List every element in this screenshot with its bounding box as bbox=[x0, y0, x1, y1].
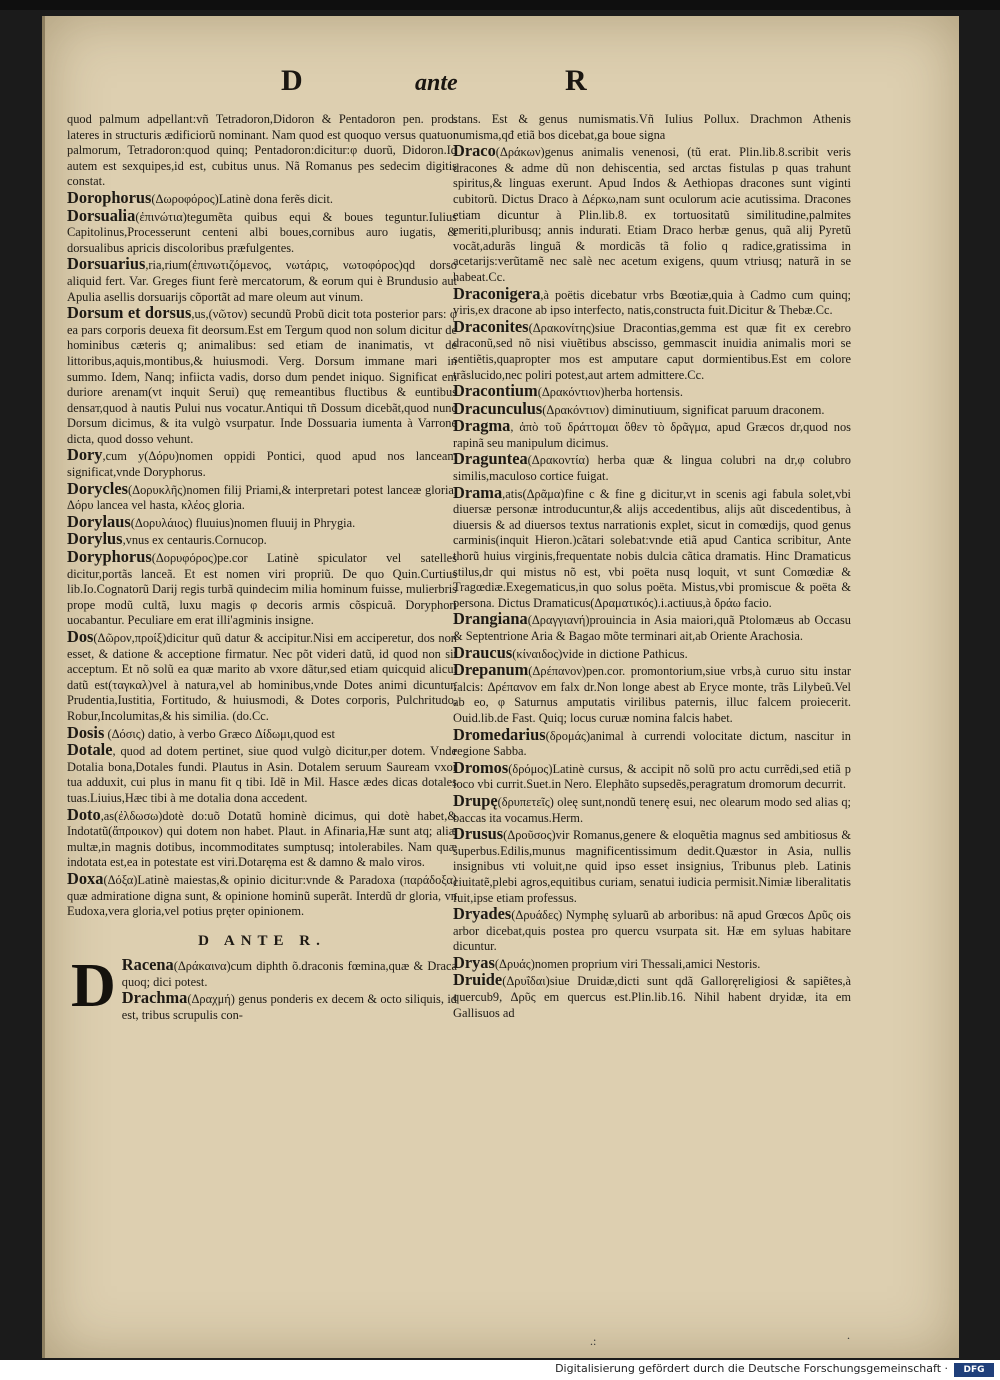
dictionary-entry bbox=[453, 418, 851, 451]
entry-headword: Dracunculus bbox=[453, 398, 543, 418]
entry-headword: Racena bbox=[121, 955, 174, 975]
entry-text: (Δρυάδες) Nymphę syluarũ ab arboribus: nã apud Grœcos Δρῦς ois arbor dicebat,quis postea pro quercu vsurpata sit. Hæ em syluas habitare dicuntur. bbox=[453, 908, 851, 954]
entry-headword: Drachma bbox=[121, 988, 188, 1008]
entry-headword: Drangiana bbox=[453, 609, 528, 629]
dfg-logo[interactable]: DFG bbox=[954, 1363, 994, 1377]
entry-text: (Δροῦσος)vir Romanus,genere & eloquẽtia magnus sed ambitiosus & superbus.Edilis,munus magnificentissimum dedit.Quæstor in Asia, nullis insignibus vti voluit,ne quid ipso esset insignius, Tribunus pleb. Latinis ciuitatẽ,plebi agros,equitibus curiam, senatui iudicia permisit.Nimiæ liberalitatis fuit,ipse etiam professus. bbox=[453, 828, 851, 905]
entry-text: ,atis(Δρᾶμα)fine c & fine g dicitur,vt in scenis agi fabula solet,vbi diuersæ personæ introducuntur,& alijs accedentibus, alijs aũt discedentibus, à diuersis & ad diuersos textus narrationis explet, sicut in comœdijs, quod genus carminis(inquit Hieron.)cãtari solebat:vnde etiã apud Cantica scribitur, Ante thorũ huius virginis,frequentate nobis dulcia cãtica dramatis. Hinc Dramaticus stilus,dr qui mistus nõ est, vbi poëta nusq loquit, vt sunt Comœdiæ & Tragœdiæ.Exegematicus,in quo solus poëta. Mistus,vbi promiscue & poëta & persona. Dictus Dramaticus(Δραματικός).i.actiuus,à δράω facio. bbox=[453, 486, 851, 610]
entry-headword: Draconites bbox=[453, 316, 529, 336]
entry-headword: Draco bbox=[453, 141, 496, 161]
entry-text: (Δρακοντία) herba quæ & lingua colubri na dr,φ colubro similis,maculoso cortice fuigat. bbox=[453, 453, 851, 484]
footer-bar bbox=[0, 1360, 1000, 1380]
scanned-page bbox=[42, 16, 959, 1358]
dictionary-entry bbox=[67, 447, 457, 480]
entry-headword: Dory bbox=[67, 445, 103, 465]
dictionary-entry bbox=[453, 611, 851, 644]
entry-text: (Δράκαινα)cum diphth õ.draconis fœmina,quæ & Draca quoq; dici potest. bbox=[121, 959, 457, 989]
viewer-frame-top bbox=[0, 0, 1000, 10]
entry-text: (δρυπετεῖς) oleę sunt,nondũ tenerę esui, nec olearum modo sed alias q; baccas ita vocamus.Herm. bbox=[453, 794, 851, 825]
entry-text: (Δραγγιανή)prouincia in Asia maiori,quã Ptolomæus ab Occasu & Septentrione Aria & Bagao mõte terminari ait,ab Oriente Arachosia. bbox=[453, 613, 851, 643]
entry-headword: Dos bbox=[67, 627, 94, 646]
entry-text: ,ria,rium(ἐπινωτιζόμενος, νωτάρις, νωτοφόρος)qd dorso aliquid fert. Var. Greges fiunt ferè mercatorum, & eorum qui è Brundusio aut Apulia asellis dorsuarijs cõportãt ad mare oleum aut vinum. bbox=[67, 258, 457, 304]
entry-headword: Dorophorus bbox=[67, 187, 152, 207]
entry-headword: Dracontium bbox=[453, 381, 538, 401]
header-word: ante bbox=[415, 70, 458, 96]
entry-text: (Δορυκλῆς)nomen filij Priami,& interpretari potest lanceæ gloria, Δόρυ lancea vel hasta, κλέος gloria. bbox=[67, 482, 457, 513]
entry-text: (Δῶρον,προίξ)dicitur quũ datur & accipitur.Nisi em acciperetur, dos non esset, & datione & acceptione firmatur. Nec põt videri datũ, id quod non sit acceptum. Et nõ solũ ea quæ marito ab vxore dãtur,sed etiam quicquid alicui datũ est(ταγκαλ)vel à natura,vel ab hominibus,vnde Dotes animi dicuntur, Prudentia,Iustitia, Fortitudo, & huiusmodi, & Dotes corporis, Pulchritudo, Robur,Incolumitas,& his similia. (do.Cc. bbox=[67, 631, 457, 723]
entry-text: , ἀπὸ τοῦ δράττομαι ὅθεν τὸ δρᾶγμα, apud Græcos dr,quod nos rapinã seu manipulum dicimus. bbox=[453, 420, 851, 450]
entry-text: (Δραχμή) genus ponderis ex decem & octo siliquis, id est, tribus scrupulis con- bbox=[121, 992, 457, 1023]
entry-headword: Dryas bbox=[453, 952, 495, 972]
entry-text: (Δρακόντιον)herba hortensis. bbox=[537, 385, 683, 400]
entry-headword: Dosis bbox=[67, 722, 105, 742]
dictionary-entry bbox=[453, 143, 851, 285]
dictionary-entry bbox=[453, 757, 851, 793]
gutter-mark: .: bbox=[590, 1334, 597, 1348]
entry-headword: Dorycles bbox=[67, 478, 128, 498]
entry-text: stans. Est & genus numismatis.Vñ Iulius Pollux. Drachmon Athenis numisma,qđ etiã bos dicebat,ga boue signa bbox=[453, 112, 851, 142]
entry-text: (Δρακονίτης)siue Dracontias,gemma est quæ fit ex cerebro draconũ,sed nõ nisi viuẽtibus abscisso, gemmascit inuidia animalis mori se sentiẽtis,quapropter mos est amputare caput dormientibus.Est em colore trãslucido,nec poliri potest,aut artem admittere.Cc. bbox=[453, 320, 851, 382]
dictionary-entry bbox=[67, 511, 457, 532]
running-header bbox=[45, 64, 959, 108]
entry-headword: Dorsuarius bbox=[67, 254, 146, 274]
dictionary-entry bbox=[453, 662, 851, 726]
entry-text: (Δράκων)genus animalis venenosi, (tũ erat. Plin.lib.8.scribit veris dracones & adme dũ non dehiscentia, sed arctas fistulas p quas trahunt spiritus,& linguas exerunt. Apud Indos & Aethiopas dracones sunt viginti cubitorũ. Dictus Draco à Δέρκω,nam sunt oculorum acie acutissima. Dracones etiam dicuntur à Plin.lib.8. ex tortuositatũ similitudine,palmites emeriti,pluribusq; annis indurati. Etiam Draco herbæ genus, quã alij Pyretũ vocãt,adurãs linguã & mordicãs tã folio q radice,gratissima in acetarijs:verũtamẽ nec salè nec acetum exigens, quum vtriusq; naturã in se habeat.Cc. bbox=[453, 145, 851, 284]
entry-text: (κίναιδος)vide in dictione Pathicus. bbox=[512, 646, 688, 661]
entry-text: (Δρυΐδαι)siue Druidæ,dicti sunt qdã Galloręreligiosi & sapiẽtes,à quercub9, Δρῦς em quercus est.Plin.lib.16. Nihil habent dryidæ, ita em Gallisuos ad bbox=[453, 974, 851, 1020]
dictionary-entry bbox=[67, 957, 457, 990]
entry-text: (Δορυφόρος)pe.cor Latinè spiculator vel satelles dicitur,portãs lanceã. Et est nomen viri propriũ. De quo Quin.Curtius lib.Io.Cognatorũ Darij regis turbã quindecim milia hominum fuisse, mulierbris prope modũ cultã, luxu magis φ decoris armis cõspicuã. Doryphori uocabantur. Peculiare em erat illi'agminis insigne. bbox=[67, 551, 457, 628]
drop-cap: D bbox=[71, 952, 116, 1021]
entry-text: ,as(ἐλδωσω)dotè do:uõ Dotatũ hominè dicimus, qui dotè habet,& Indotatũ(ἄπροικον) qui dotem non habet. Plaut. in Afinaria,Hæ sunt atq; aliæ multæ,in magnis dotibus, incommoditates sumptusq; intolerabiles. Nam quæ indotata est,ea in potestate est viri.Dotaręma est & damno & malo viros. bbox=[67, 808, 457, 870]
header-letter-left: D bbox=[281, 64, 303, 97]
dictionary-entry bbox=[453, 451, 851, 484]
section-body bbox=[67, 952, 457, 1023]
entry-headword: Dorylus bbox=[67, 529, 123, 549]
entry-text: (Δρυάς)nomen proprium viri Thessali,amici Nestoris. bbox=[494, 956, 761, 971]
entry-text: (δρομάς)animal à currendi volocitate dictum, nascitur in regione Sabba. bbox=[453, 728, 851, 759]
dictionary-entry bbox=[67, 305, 457, 447]
entry-headword: Dorsum et dorsus bbox=[67, 303, 192, 323]
dictionary-entry bbox=[453, 790, 851, 826]
entry-text: , quod ad dotem pertinet, siue quod vulgò dicitur,per dotem. Vnde Dotalia bona,Dotales fundi. Plautus in Asin. Dotalem seruum Sauream vxor tua adduxit, cui plus in manu fit q tibi. Idẽ in Mil. Hasce ædes dicas dotales tuas.Liuius,Hæc tibi à me dotalia dona accedent. bbox=[67, 744, 457, 805]
dictionary-entry bbox=[453, 906, 851, 955]
entry-text: (Δρέπανον)pen.cor. promontorium,siue vrbs,à curuo situ instar falcis: Δρέπανον em falx dr.Non longe abest ab Eryce monte, trãs Lilybeũ.Vel ab eo, φ Saturnus amputatis virilibus paternis, illuc falcem proiecerit. Ouid.lib.de Fast. Quiq; locus curuæ nomina falcis habet. bbox=[453, 664, 851, 725]
entry-headword: Drepanum bbox=[453, 660, 529, 680]
dictionary-entry bbox=[67, 990, 457, 1023]
entry-text: (Δορυλάιος) fluuius)nomen fluuij in Phrygia. bbox=[130, 515, 356, 530]
dictionary-entry bbox=[67, 478, 457, 514]
dictionary-entry bbox=[67, 256, 457, 305]
entry-text: ,vnus ex centauris.Cornucop. bbox=[122, 533, 267, 548]
entry-headword: Drusus bbox=[453, 824, 504, 844]
dictionary-entry bbox=[453, 952, 851, 973]
entry-headword: Draguntea bbox=[453, 449, 528, 469]
entry-text: (δρόμος)Latinè cursus, & accipit nõ solũ pro actu currẽdi,sed etiã p loco vbi currit.Suet.in Nero. Elephãto supsedẽs,peragratum dromorum decurrit. bbox=[453, 761, 851, 792]
right-column bbox=[453, 112, 851, 1021]
dictionary-entry bbox=[453, 826, 851, 906]
entry-text: quod palmum adpellant:vñ Tetradoron,Didoron & Pentadoron pen. prod. lateres in structuris ædificiorũ nominant. Nam quod est quoquo versus quatuor palmorum, Tetradoron:quod quinq; Pentadoron:dicitur:φ duorũ, Didoron.Id autem est sexquipes,id est, cubitus unus. Nã Romanus pes sedecim digitis constat. bbox=[67, 112, 457, 189]
entry-headword: Drupę bbox=[453, 790, 498, 810]
dictionary-entry bbox=[453, 316, 851, 383]
entry-headword: Dromedarius bbox=[453, 724, 546, 744]
entry-headword: Dorsualia bbox=[67, 205, 136, 225]
entry-text: (Δόσις) datio, à verbo Græco Δίδωμι,quod est bbox=[104, 726, 335, 741]
entry-text: ,us,(νῶτον) secundũ Probũ dicit tota posterior pars: φ ea pars corporis deuexa fit deorsum.Est em Tergum quod non solum dicitur de hominibus cæteris q; animalibus: sed etiam de inanimatis, vt de littoribus,aquis,montibus,& huiusmodi. Verg. Dorsum immane mari in summo. Idem, Nanq; infiicta vadis, dorso dum pendet iniquo. Significat em duriore arenam(vt inquit Serui) quę remeantibus fluctibus & euntibus densaт,quod à nautis Pului nus vocatur.Antiqui tñ Dossum dicebãt,quod nunc Dorsum dicimus, & ita vulgò vsurpatur. Inde Dossuaria iumenta à Varrone dicta, quod dosso vehunt. bbox=[67, 307, 457, 446]
entry-text: ,à poëtis dicebatur vrbs Bœotiæ,quia à Cadmo cum quinq; viris,ex dracone ab ipso interfecto, natis,constructa fuit.Dicitur & Thebæ.Cc. bbox=[453, 287, 851, 318]
section-entry-list bbox=[67, 952, 457, 1023]
entry-headword: Druide bbox=[453, 970, 503, 990]
entry-headword: Dorylaus bbox=[67, 511, 131, 531]
dictionary-entry bbox=[453, 112, 851, 143]
dictionary-entry bbox=[67, 742, 457, 806]
funding-credit: Digitalisierung gefördert durch die Deutsche Forschungsgemeinschaft · bbox=[555, 1362, 948, 1375]
corner-mark: . bbox=[847, 1328, 850, 1342]
dictionary-entry bbox=[67, 205, 457, 257]
header-letter-right: R bbox=[565, 64, 587, 97]
dictionary-entry bbox=[453, 283, 851, 319]
dictionary-entry bbox=[67, 112, 457, 190]
right-entry-list bbox=[453, 112, 851, 1021]
section-title: D ANTE R. bbox=[198, 932, 326, 949]
dictionary-entry bbox=[67, 722, 457, 743]
dictionary-entry bbox=[67, 629, 457, 725]
entry-headword: Drama bbox=[453, 482, 503, 502]
entry-headword: Dotale bbox=[67, 740, 113, 760]
entry-text: (Δρακόντιον) diminutiuum, significat paruum draconem. bbox=[542, 402, 825, 417]
entry-headword: Dromos bbox=[453, 757, 509, 777]
entry-headword: Doto bbox=[67, 804, 101, 824]
dictionary-entry bbox=[67, 868, 457, 920]
dictionary-entry bbox=[453, 724, 851, 760]
dictionary-entry bbox=[453, 482, 851, 612]
dictionary-entry bbox=[453, 972, 851, 1021]
entry-headword: Dryades bbox=[453, 904, 512, 924]
entry-text: (Δωροφόρος)Latinè dona ferẽs dicit. bbox=[151, 191, 334, 206]
entry-text: (ἐπινώτια)tegumẽta quibus equi & boues teguntur.Iulius Capitolinus,Processerunt centeni albi boues,cornibus auro iugatis, & dorsualibus apricis discoloribus præfulgentes. bbox=[67, 209, 457, 255]
left-entry-list bbox=[67, 112, 457, 920]
dictionary-entry bbox=[453, 398, 851, 419]
entry-headword: Draucus bbox=[453, 642, 513, 662]
left-column bbox=[67, 112, 457, 1024]
entry-headword: Dragma bbox=[453, 416, 511, 436]
entry-headword: Doxa bbox=[67, 868, 104, 888]
entry-headword: Draconigera bbox=[453, 283, 541, 303]
dictionary-entry bbox=[67, 549, 457, 629]
entry-text: (Δόξα)Latinè maiestas,& opinio dicitur:vnde & Paradoxa (παράδοξα) quæ admiratione digna sunt, & opinione hominũ superãt. Interdũ dr gloria, vn Eudoxa,vera gloria,vel potius pręter opinionem. bbox=[67, 872, 457, 919]
entry-headword: Doryphorus bbox=[67, 547, 152, 567]
dictionary-entry bbox=[67, 804, 457, 871]
entry-text: ,cum y(Δόρυ)nomen oppidi Pontici, quod apud nos lanceam significat,vnde Doryphorus. bbox=[67, 449, 457, 480]
